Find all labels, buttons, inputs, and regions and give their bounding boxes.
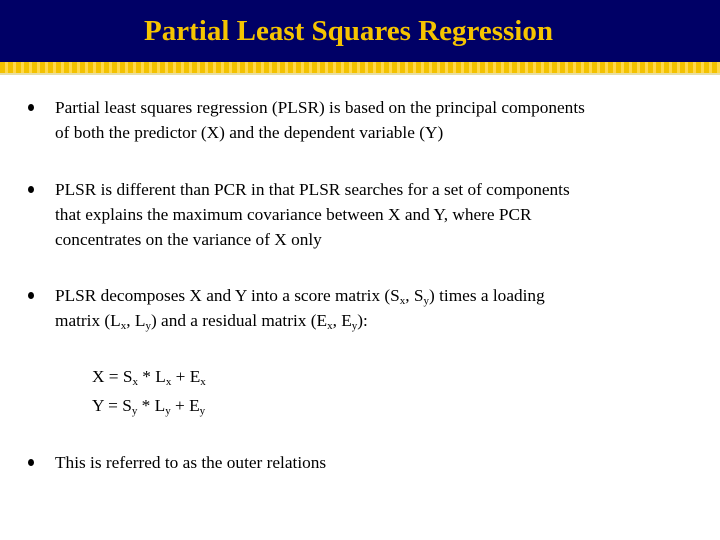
title-bar — [0, 0, 720, 62]
bullet-item — [28, 283, 688, 333]
bullet-text: This is referred to as the outer relations — [55, 453, 327, 472]
bullet-item — [28, 95, 688, 145]
equation-x: $X = S_x * L_x + E_x$ — [92, 367, 206, 388]
bullet-item — [28, 177, 688, 252]
header-stripe-shadow — [0, 73, 720, 75]
bullet-text: Partial least squares regression (PLSR) is based on the principal components of both the predictor (X) and the dependent variable (Y) — [55, 98, 585, 142]
bullet-text: PLSR is different than PCR in that PLSR searches for a set of components that explains the maximum covariance between X and Y, where PCR concentrates on the variance of X only — [55, 180, 570, 249]
bullet-item — [28, 450, 688, 475]
bullet-text: PLSR decomposes X and Y into a score matrix ($S_x$, $S_y$) times a loading matrix ($L_x$, $L_y$) and a residual matrix ($E_x$, $E_y$): — [55, 286, 545, 332]
header-stripe — [0, 62, 720, 73]
bullet-dot — [28, 186, 34, 193]
equation-y: $Y = S_y * L_y + E_y$ — [92, 396, 206, 417]
slide-title: Partial Least Squares Regression — [144, 15, 553, 47]
bullet-dot — [28, 459, 34, 466]
bullet-dot — [28, 292, 34, 299]
bullet-dot — [28, 104, 34, 111]
